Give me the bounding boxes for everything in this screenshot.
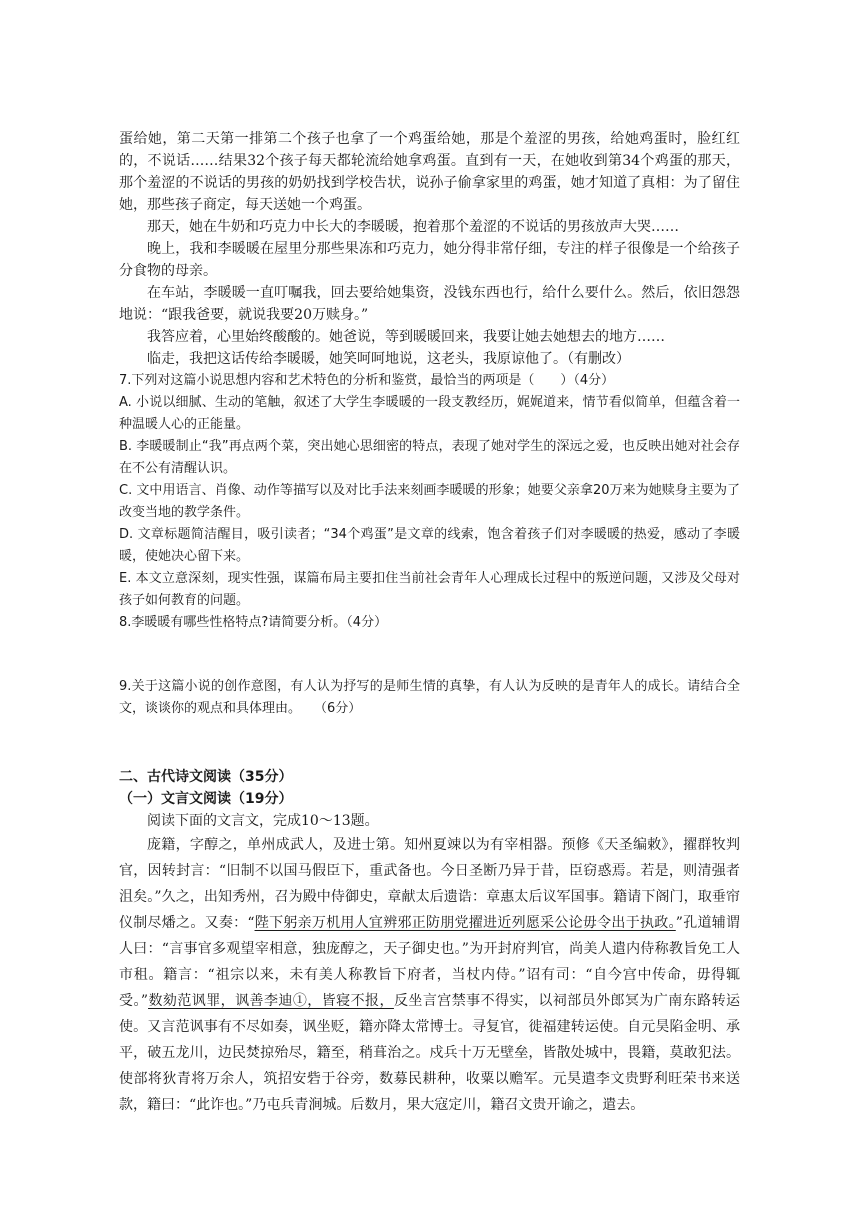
story-paragraph: 在车站，李暖暖一直叮嘱我，回去要给她集资，没钱东西也行，给什么要什么。然后，依旧怨怨地说：“跟我爸要，就说我要20万赎身。” — [119, 285, 740, 323]
underlined-sentence-2: 数劾范讽罪，讽善李迪①，皆寝不报， — [148, 993, 394, 1009]
classical-text-part: 庞籍，字醇之，单州成武人，及进士第。知州夏竦以为有宰相器。预修《天圣编敕》，擢群牧判官，因转封言：“旧制不以国马假臣下，重武备也。今日圣断乃异于昔，臣窃惑焉。若是，则清强者沮矣。”久之，出知秀州，召为殿中侍御史，章献太后遗诰：章惠太后议军国事。籍请下阁门，取垂帘仪制尽燔之。又奏：“ — [119, 837, 740, 931]
reading-instruction: 阅读下面的文言文，完成10～13题。 — [147, 813, 379, 829]
subsection-heading: （一）文言文阅读（19分） — [119, 791, 293, 807]
story-paragraph: 晚上，我和李暖暖在屋里分那些果冻和巧克力，她分得非常仔细，专注的样子很像是一个给孩子分食物的母亲。 — [119, 241, 740, 279]
question-8: 8.李暖暖有哪些性格特点?请简要分析。（4分） — [119, 615, 388, 630]
question-7-option-c: C. 文中用语言、肖像、动作等描写以及对比手法来刻画李暖暖的形象；她要父亲拿20万来为她赎身主要为了改变当地的教学条件。 — [119, 483, 740, 520]
answer-space — [119, 634, 740, 676]
story-paragraph: 那天，她在牛奶和巧克力中长大的李暖暖，抱着那个羞涩的不说话的男孩放声大哭…… — [147, 219, 679, 235]
question-7-option-e: E. 本文立意深刻，现实性强，谋篇布局主要扣住当前社会青年人心理成长过程中的叛逆问题，又涉及父母对孩子如何教育的问题。 — [119, 571, 740, 608]
answer-space — [119, 720, 740, 766]
question-7-option-b: B. 李暖暖制止“我”再点两个菜，突出她心思细密的特点，表现了她对学生的深远之爱，也反映出她对社会存在不公有清醒认识。 — [119, 439, 740, 476]
classical-text-part: ”孔道辅谓人曰：“言事官多观望宰相意，独庞醇之，天子御史也。”为开封府判官，尚美人遣内侍称教旨免工人市租。籍言：“祖宗以来，未有美人称教旨下府者，当杖内侍。”诏有司：“自今宫中传命，毋得辄受。” — [119, 915, 740, 1009]
question-9: 9.关于这篇小说的创作意图，有人认为抒写的是师生情的真挚，有人认为反映的是青年人的成长。请结合全文，谈谈你的观点和具体理由。 （6分） — [119, 679, 740, 716]
classical-text-part: 反坐言宫禁事不得实，以祠部员外郎冥为广南东路转运使。又言范讽事有不尽如奏，讽坐贬，籍亦降太常博士。寻复官，徙福建转运使。自元昊陷金明、承平，破五龙川，边民焚掠殆尽，籍至，稍葺治之。戍兵十万无壁垒，皆散处城中，畏籍，莫敢犯法。使部将狄青将万余人，筑招安砦于谷旁，数募民耕种，收粟以赡军。元昊遣李文贵野利旺荣书来送款，籍曰：“此诈也。”乃屯兵青涧城。后数月，果大寇定川，籍召文贵开谕之，遣去。 — [119, 993, 741, 1113]
question-7: 7.下列对这篇小说思想内容和艺术特色的分析和鉴赏，最恰当的两项是（ ）（4分） — [119, 373, 615, 388]
story-paragraph: 临走，我把这话传给李暖暖，她笑呵呵地说，这老头，我原谅他了。（有删改） — [147, 351, 630, 367]
story-paragraph: 蛋给她，第二天第一排第二个孩子也拿了一个鸡蛋给她，那是个羞涩的男孩，给她鸡蛋时，脸红红的，不说话……结果32个孩子每天都轮流给她拿鸡蛋。直到有一天，在她收到第34个鸡蛋的那天，那个羞涩的不说话的男孩的奶奶找到学校告状，说孙子偷拿家里的鸡蛋，她才知道了真相：为了留住她，那些孩子商定，每天送她一个鸡蛋。 — [119, 131, 740, 213]
classical-text — [119, 832, 740, 1118]
underlined-sentence-1: 陛下躬亲万机用人宜辨邪正防朋党擢进近列愿采公论毋令出于执政。 — [254, 915, 676, 931]
section-heading: 二、古代诗文阅读（35分） — [119, 769, 293, 785]
document-body — [119, 128, 740, 1118]
question-7-option-d: D. 文章标题简洁醒目，吸引读者；“34个鸡蛋”是文章的线索，饱含着孩子们对李暖暖的热爱，感动了李暖暖，使她决心留下来。 — [119, 527, 740, 564]
question-7-option-a: A. 小说以细腻、生动的笔触，叙述了大学生李暖暖的一段支教经历，娓娓道来，情节看似简单，但蕴含着一种温暖人心的正能量。 — [119, 395, 740, 432]
story-paragraph: 我答应着，心里始终酸酸的。她爸说，等到暖暖回来，我要让她去她想去的地方…… — [147, 329, 665, 345]
